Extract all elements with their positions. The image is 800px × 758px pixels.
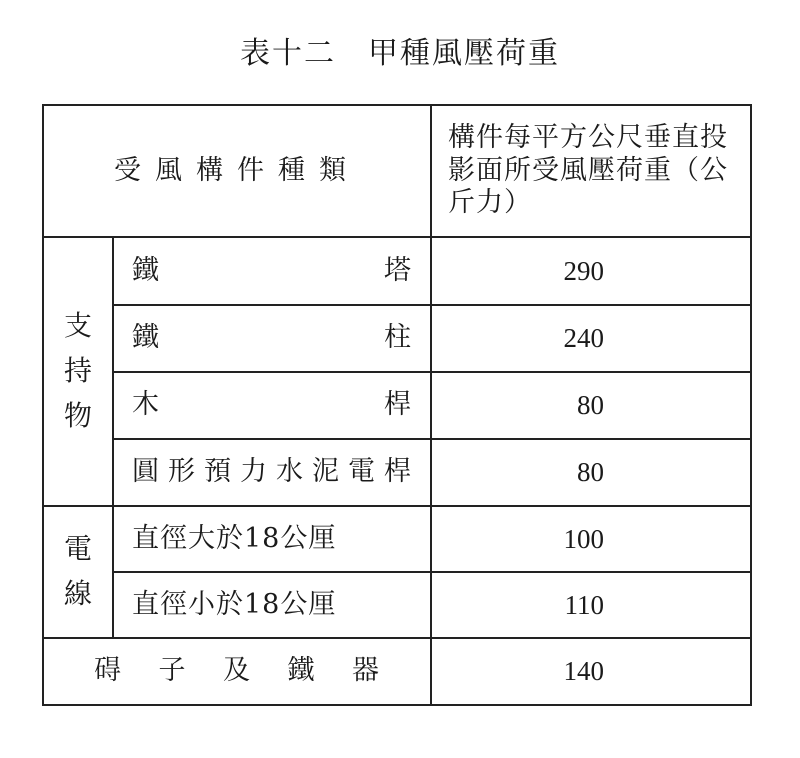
group-wire	[43, 506, 113, 638]
row-value: 80	[431, 439, 751, 506]
table-row	[43, 305, 751, 372]
row-name: 鐵塔	[113, 237, 431, 305]
row-value: 80	[431, 372, 751, 439]
row-name: 木桿	[113, 372, 431, 439]
row-value: 290	[431, 237, 751, 305]
table-row	[43, 638, 751, 705]
table-row	[43, 572, 751, 638]
row-name: 圓形預力水泥電桿	[113, 439, 431, 506]
header-row	[43, 105, 751, 237]
header-component-type: 受風構件種類	[43, 105, 431, 237]
row-value: 100	[431, 506, 751, 572]
wind-pressure-table	[42, 104, 752, 706]
row-name: 直徑大於18公厘	[113, 506, 431, 572]
table-row	[43, 372, 751, 439]
row-value: 110	[431, 572, 751, 638]
table-row	[43, 439, 751, 506]
row-name: 鐵柱	[113, 305, 431, 372]
group-support-label: 支持物	[63, 309, 92, 432]
table-title: 表十二 甲種風壓荷重	[240, 36, 560, 71]
header-pressure: 構件每平方公尺垂直投影面所受風壓荷重（公斤力）	[431, 105, 751, 237]
row-value: 240	[431, 305, 751, 372]
table-row	[43, 237, 751, 305]
table-row	[43, 506, 751, 572]
group-wire-label: 電線	[63, 532, 92, 610]
row-name-insulator: 碍子及鐵器	[43, 638, 431, 705]
row-name: 直徑小於18公厘	[113, 572, 431, 638]
group-support	[43, 237, 113, 506]
row-value: 140	[431, 638, 751, 705]
